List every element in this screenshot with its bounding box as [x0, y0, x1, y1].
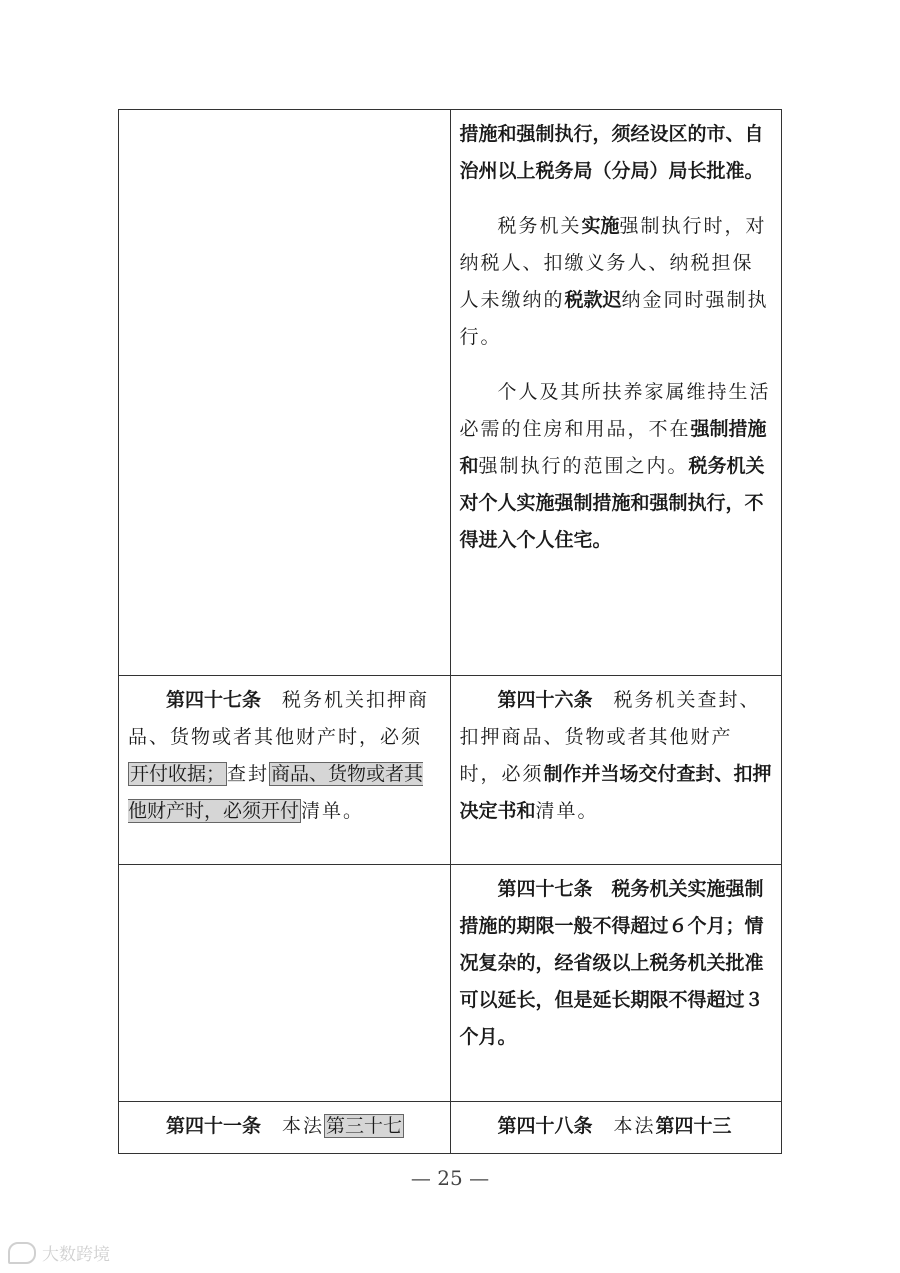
paragraph [460, 208, 774, 356]
page-number: — 25 — [410, 1166, 490, 1190]
paragraph [128, 682, 442, 830]
bold-text: 实施 [581, 215, 620, 237]
bold-text: 税款迟 [564, 289, 622, 311]
highlighted-deleted-text: 开付收据； [130, 763, 226, 785]
paragraph [460, 871, 774, 1056]
text-segment: 税务机关扣押商品、货物或者其他财产时，必须 [128, 689, 430, 748]
bold-text: 税务机关对个人实施强制措施和强制执行，不得进入个人住宅。 [459, 455, 765, 551]
text-segment: 清单。 [301, 800, 365, 822]
bold-text: 措施和强制执行，须经设区的市、自治州以上税务局（分局）局长批准。 [459, 123, 764, 182]
old-law-cell [119, 865, 451, 1102]
paragraph [460, 116, 774, 190]
paragraph [460, 682, 774, 830]
table-row [119, 865, 782, 1102]
old-law-cell [119, 676, 451, 865]
bold-text: 第四十七条 [166, 689, 262, 711]
paragraph [460, 1108, 774, 1145]
text-segment: 本法 [261, 1115, 325, 1137]
watermark-text: 大数跨境 [42, 1245, 110, 1265]
table-row [119, 1102, 782, 1154]
table-row [119, 676, 782, 865]
text-segment: 税务机关 [497, 215, 582, 237]
paragraph [128, 1108, 442, 1145]
text-segment: 清单。 [535, 800, 599, 822]
bold-text: 第四十七条 税务机关实施强制措施的期限一般不得超过６个月；情况复杂的，经省级以上税务机关批准可以延长，但是延长期限不得超过３个月。 [459, 878, 764, 1048]
text-segment: 纳金同时强制执行。 [459, 289, 769, 348]
new-draft-cell [450, 1102, 782, 1154]
new-draft-cell [450, 865, 782, 1102]
bold-text: 第四十一条 [166, 1115, 262, 1137]
comparison-table [118, 109, 782, 1154]
highlighted-deleted-text: 第三十七 [326, 1115, 403, 1137]
text-segment: 强制执行时，对纳税人、扣缴义务人、纳税担保人未缴纳的 [459, 215, 767, 311]
text-segment: 税务机关查封、扣押商品、货物或者其他财产时，必须 [459, 689, 761, 785]
bold-text: 第四十八条 [497, 1115, 593, 1137]
new-draft-cell [450, 110, 782, 676]
bold-text: 强制措施和 [459, 418, 767, 477]
old-law-cell [119, 1102, 451, 1154]
text-segment: 个人及其所扶养家属维持生活必需的住房和用品，不在 [459, 381, 771, 440]
highlighted-deleted-text: 商品、货物或者其他财产时，必须开付 [128, 763, 424, 822]
old-law-cell [119, 110, 451, 676]
bold-text: 第四十三 [655, 1115, 732, 1137]
watermark [8, 1240, 110, 1265]
text-segment: 查封 [227, 763, 270, 785]
bold-text: 制作并当场交付查封、扣押决定书和 [459, 763, 772, 822]
paragraph [460, 374, 774, 559]
text-segment: 本法 [592, 1115, 656, 1137]
table-row [119, 110, 782, 676]
bold-text: 第四十六条 [497, 689, 593, 711]
new-draft-cell [450, 676, 782, 865]
text-segment: 强制执行的范围之内。 [478, 455, 689, 477]
chat-bubble-icon [8, 1242, 36, 1264]
